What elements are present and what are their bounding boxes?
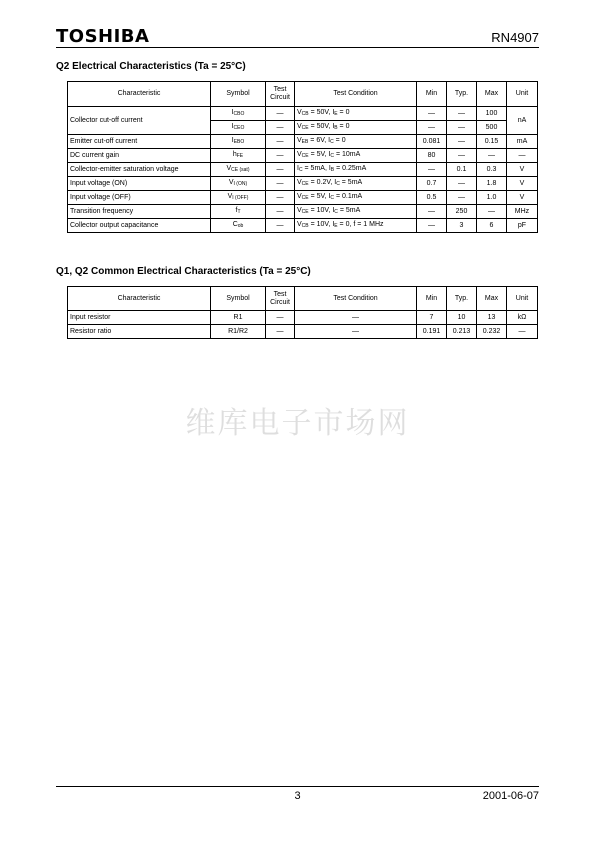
min-cell: 0.191 [417, 325, 447, 339]
condition-cell: $V_{CB} = 10V$, $I_E = 0$, f = 1 MHz [295, 219, 417, 233]
symbol-cell: $V_{CE (sat)}$ [211, 163, 266, 177]
test-circuit-cell: — [266, 219, 295, 233]
symbol-subscript: I (OFF) [232, 195, 249, 201]
column-header: Max [477, 287, 507, 311]
column-header: Test Condition [295, 82, 417, 107]
typ-cell: 0.1 [447, 163, 477, 177]
min-cell: — [417, 121, 447, 135]
table-row [68, 325, 538, 339]
condition-subscript: C [330, 139, 334, 145]
unit-cell: kΩ [507, 311, 538, 325]
symbol-subscript: CE (sat) [231, 167, 250, 173]
max-cell: 1.8 [477, 177, 507, 191]
page-number: 3 [294, 790, 301, 802]
unit-cell: V [507, 163, 538, 177]
header-divider [56, 47, 539, 48]
condition-subscript: CE [301, 195, 309, 201]
characteristic-cell: Input voltage (ON) [68, 177, 211, 191]
unit-cell: pF [507, 219, 538, 233]
table-header-row [68, 287, 538, 311]
typ-cell: — [447, 135, 477, 149]
max-cell: 0.15 [477, 135, 507, 149]
test-circuit-cell: — [266, 325, 295, 339]
typ-cell: 3 [447, 219, 477, 233]
column-header: Typ. [447, 287, 477, 311]
max-cell: 500 [477, 121, 507, 135]
test-circuit-cell: — [266, 149, 295, 163]
characteristic-cell: Transition frequency [68, 205, 211, 219]
condition-cell: — [295, 311, 417, 325]
max-cell: — [477, 205, 507, 219]
test-circuit-cell: — [266, 107, 295, 121]
unit-cell: — [507, 325, 538, 339]
max-cell: 100 [477, 107, 507, 121]
typ-cell: — [447, 191, 477, 205]
characteristic-cell: Emitter cut-off current [68, 135, 211, 149]
column-header: Min [417, 287, 447, 311]
common-characteristics-table [67, 286, 538, 339]
condition-subscript: E [334, 111, 338, 117]
test-circuit-cell: — [266, 205, 295, 219]
condition-cell: $V_{CE} = 0.2V$, $I_C = 5mA$ [295, 177, 417, 191]
column-header: Characteristic [68, 82, 211, 107]
table-row [68, 311, 538, 325]
condition-subscript: C [334, 209, 338, 215]
min-cell: 0.5 [417, 191, 447, 205]
symbol-subscript: T [237, 209, 241, 215]
column-header: Typ. [447, 82, 477, 107]
table-row [68, 149, 538, 163]
symbol-subscript: I (ON) [233, 181, 248, 187]
condition-subscript: CE [301, 181, 309, 187]
test-circuit-cell: — [266, 135, 295, 149]
condition-subscript: C [336, 181, 340, 187]
symbol-cell: R1/R2 [211, 325, 266, 339]
table-row [68, 177, 538, 191]
condition-subscript: CE [301, 125, 309, 131]
condition-subscript: CB [301, 111, 309, 117]
condition-cell: $V_{CE} = 5V$, $I_C = 0.1mA$ [295, 191, 417, 205]
characteristic-cell: Collector cut-off current [68, 107, 211, 135]
column-header: Unit [507, 287, 538, 311]
symbol-subscript: CBO [233, 111, 245, 117]
table-row [68, 163, 538, 177]
max-cell: 6 [477, 219, 507, 233]
symbol-cell: $V_{I (OFF)}$ [211, 191, 266, 205]
unit-cell: nA [507, 107, 538, 135]
condition-subscript: B [330, 167, 335, 173]
column-header: Test Circuit [266, 82, 295, 107]
table-row [68, 205, 538, 219]
test-circuit-cell: — [266, 191, 295, 205]
condition-cell: $V_{CE} = 10V$, $I_C = 5mA$ [295, 205, 417, 219]
condition-cell: $I_C = 5mA$, $I_B = 0.25mA$ [295, 163, 417, 177]
column-header: Unit [507, 82, 538, 107]
characteristic-cell: Input resistor [68, 311, 211, 325]
unit-cell: mA [507, 135, 538, 149]
symbol-cell: $I_{CEO}$ [211, 121, 266, 135]
q2-characteristics-table [67, 81, 538, 233]
column-header: Max [477, 82, 507, 107]
characteristic-cell: Collector output capacitance [68, 219, 211, 233]
symbol-cell: $C_{ob}$ [211, 219, 266, 233]
typ-cell: 10 [447, 311, 477, 325]
condition-subscript: CE [301, 153, 309, 159]
typ-cell: — [447, 149, 477, 163]
max-cell: 1.0 [477, 191, 507, 205]
symbol-subscript: FE [236, 153, 244, 159]
condition-subscript: EB [301, 139, 309, 145]
max-cell: — [477, 149, 507, 163]
symbol-subscript: CEO [233, 125, 245, 131]
condition-subscript: C [330, 195, 334, 201]
max-cell: 13 [477, 311, 507, 325]
unit-cell: MHz [507, 205, 538, 219]
unit-cell: V [507, 177, 538, 191]
max-cell: 0.3 [477, 163, 507, 177]
min-cell: — [417, 205, 447, 219]
test-circuit-cell: — [266, 121, 295, 135]
min-cell: — [417, 219, 447, 233]
condition-cell: — [295, 325, 417, 339]
symbol-cell: $f_T$ [211, 205, 266, 219]
condition-subscript: CB [301, 223, 309, 229]
min-cell: — [417, 107, 447, 121]
max-cell: 0.232 [477, 325, 507, 339]
typ-cell: — [447, 177, 477, 191]
typ-cell: 250 [447, 205, 477, 219]
column-header: Characteristic [68, 287, 211, 311]
column-header: Test Condition [295, 287, 417, 311]
characteristic-cell: Resistor ratio [68, 325, 211, 339]
column-header: Min [417, 82, 447, 107]
unit-cell: V [507, 191, 538, 205]
typ-cell: — [447, 107, 477, 121]
condition-cell: $V_{EB} = 6V$, $I_C = 0$ [295, 135, 417, 149]
condition-subscript: CE [301, 209, 309, 215]
symbol-cell: $I_{CBO}$ [211, 107, 266, 121]
column-header: Symbol [211, 287, 266, 311]
condition-subscript: C [298, 167, 303, 173]
table-row [68, 107, 538, 121]
min-cell: 7 [417, 311, 447, 325]
min-cell: 0.7 [417, 177, 447, 191]
column-header: Symbol [211, 82, 266, 107]
part-number: RN4907 [491, 30, 539, 45]
symbol-cell: $h_{FE}$ [211, 149, 266, 163]
section1-title: Q2 Electrical Characteristics (Ta = 25°C) [56, 61, 246, 72]
symbol-subscript: ob [237, 223, 244, 229]
table-row [68, 135, 538, 149]
condition-subscript: C [330, 153, 334, 159]
characteristic-cell: Input voltage (OFF) [68, 191, 211, 205]
min-cell: 0.081 [417, 135, 447, 149]
min-cell: 80 [417, 149, 447, 163]
symbol-cell: $I_{EBO}$ [211, 135, 266, 149]
symbol-cell: $V_{I (ON)}$ [211, 177, 266, 191]
characteristic-cell: DC current gain [68, 149, 211, 163]
test-circuit-cell: — [266, 163, 295, 177]
typ-cell: 0.213 [447, 325, 477, 339]
column-header: Test Circuit [266, 287, 295, 311]
condition-subscript: B [334, 125, 338, 131]
test-circuit-cell: — [266, 177, 295, 191]
document-date: 2001-06-07 [482, 790, 539, 802]
table-header-row [68, 82, 538, 107]
min-cell: — [417, 163, 447, 177]
table-row [68, 219, 538, 233]
typ-cell: — [447, 121, 477, 135]
condition-subscript: E [334, 223, 338, 229]
company-logo: TOSHIBA [56, 26, 150, 47]
section2-title: Q1, Q2 Common Electrical Characteristics (Ta = 25°C) [56, 266, 311, 277]
test-circuit-cell: — [266, 311, 295, 325]
footer-divider [56, 786, 539, 787]
characteristic-cell: Collector-emitter saturation voltage [68, 163, 211, 177]
condition-cell: $V_{CB} = 50V$, $I_E = 0$ [295, 107, 417, 121]
watermark: 维库电子市场网 [185, 406, 410, 441]
symbol-cell: R1 [211, 311, 266, 325]
condition-cell: $V_{CE} = 50V$, $I_B = 0$ [295, 121, 417, 135]
condition-cell: $V_{CE} = 5V$, $I_C = 10mA$ [295, 149, 417, 163]
unit-cell: — [507, 149, 538, 163]
table-row [68, 191, 538, 205]
symbol-subscript: EBO [233, 139, 245, 145]
